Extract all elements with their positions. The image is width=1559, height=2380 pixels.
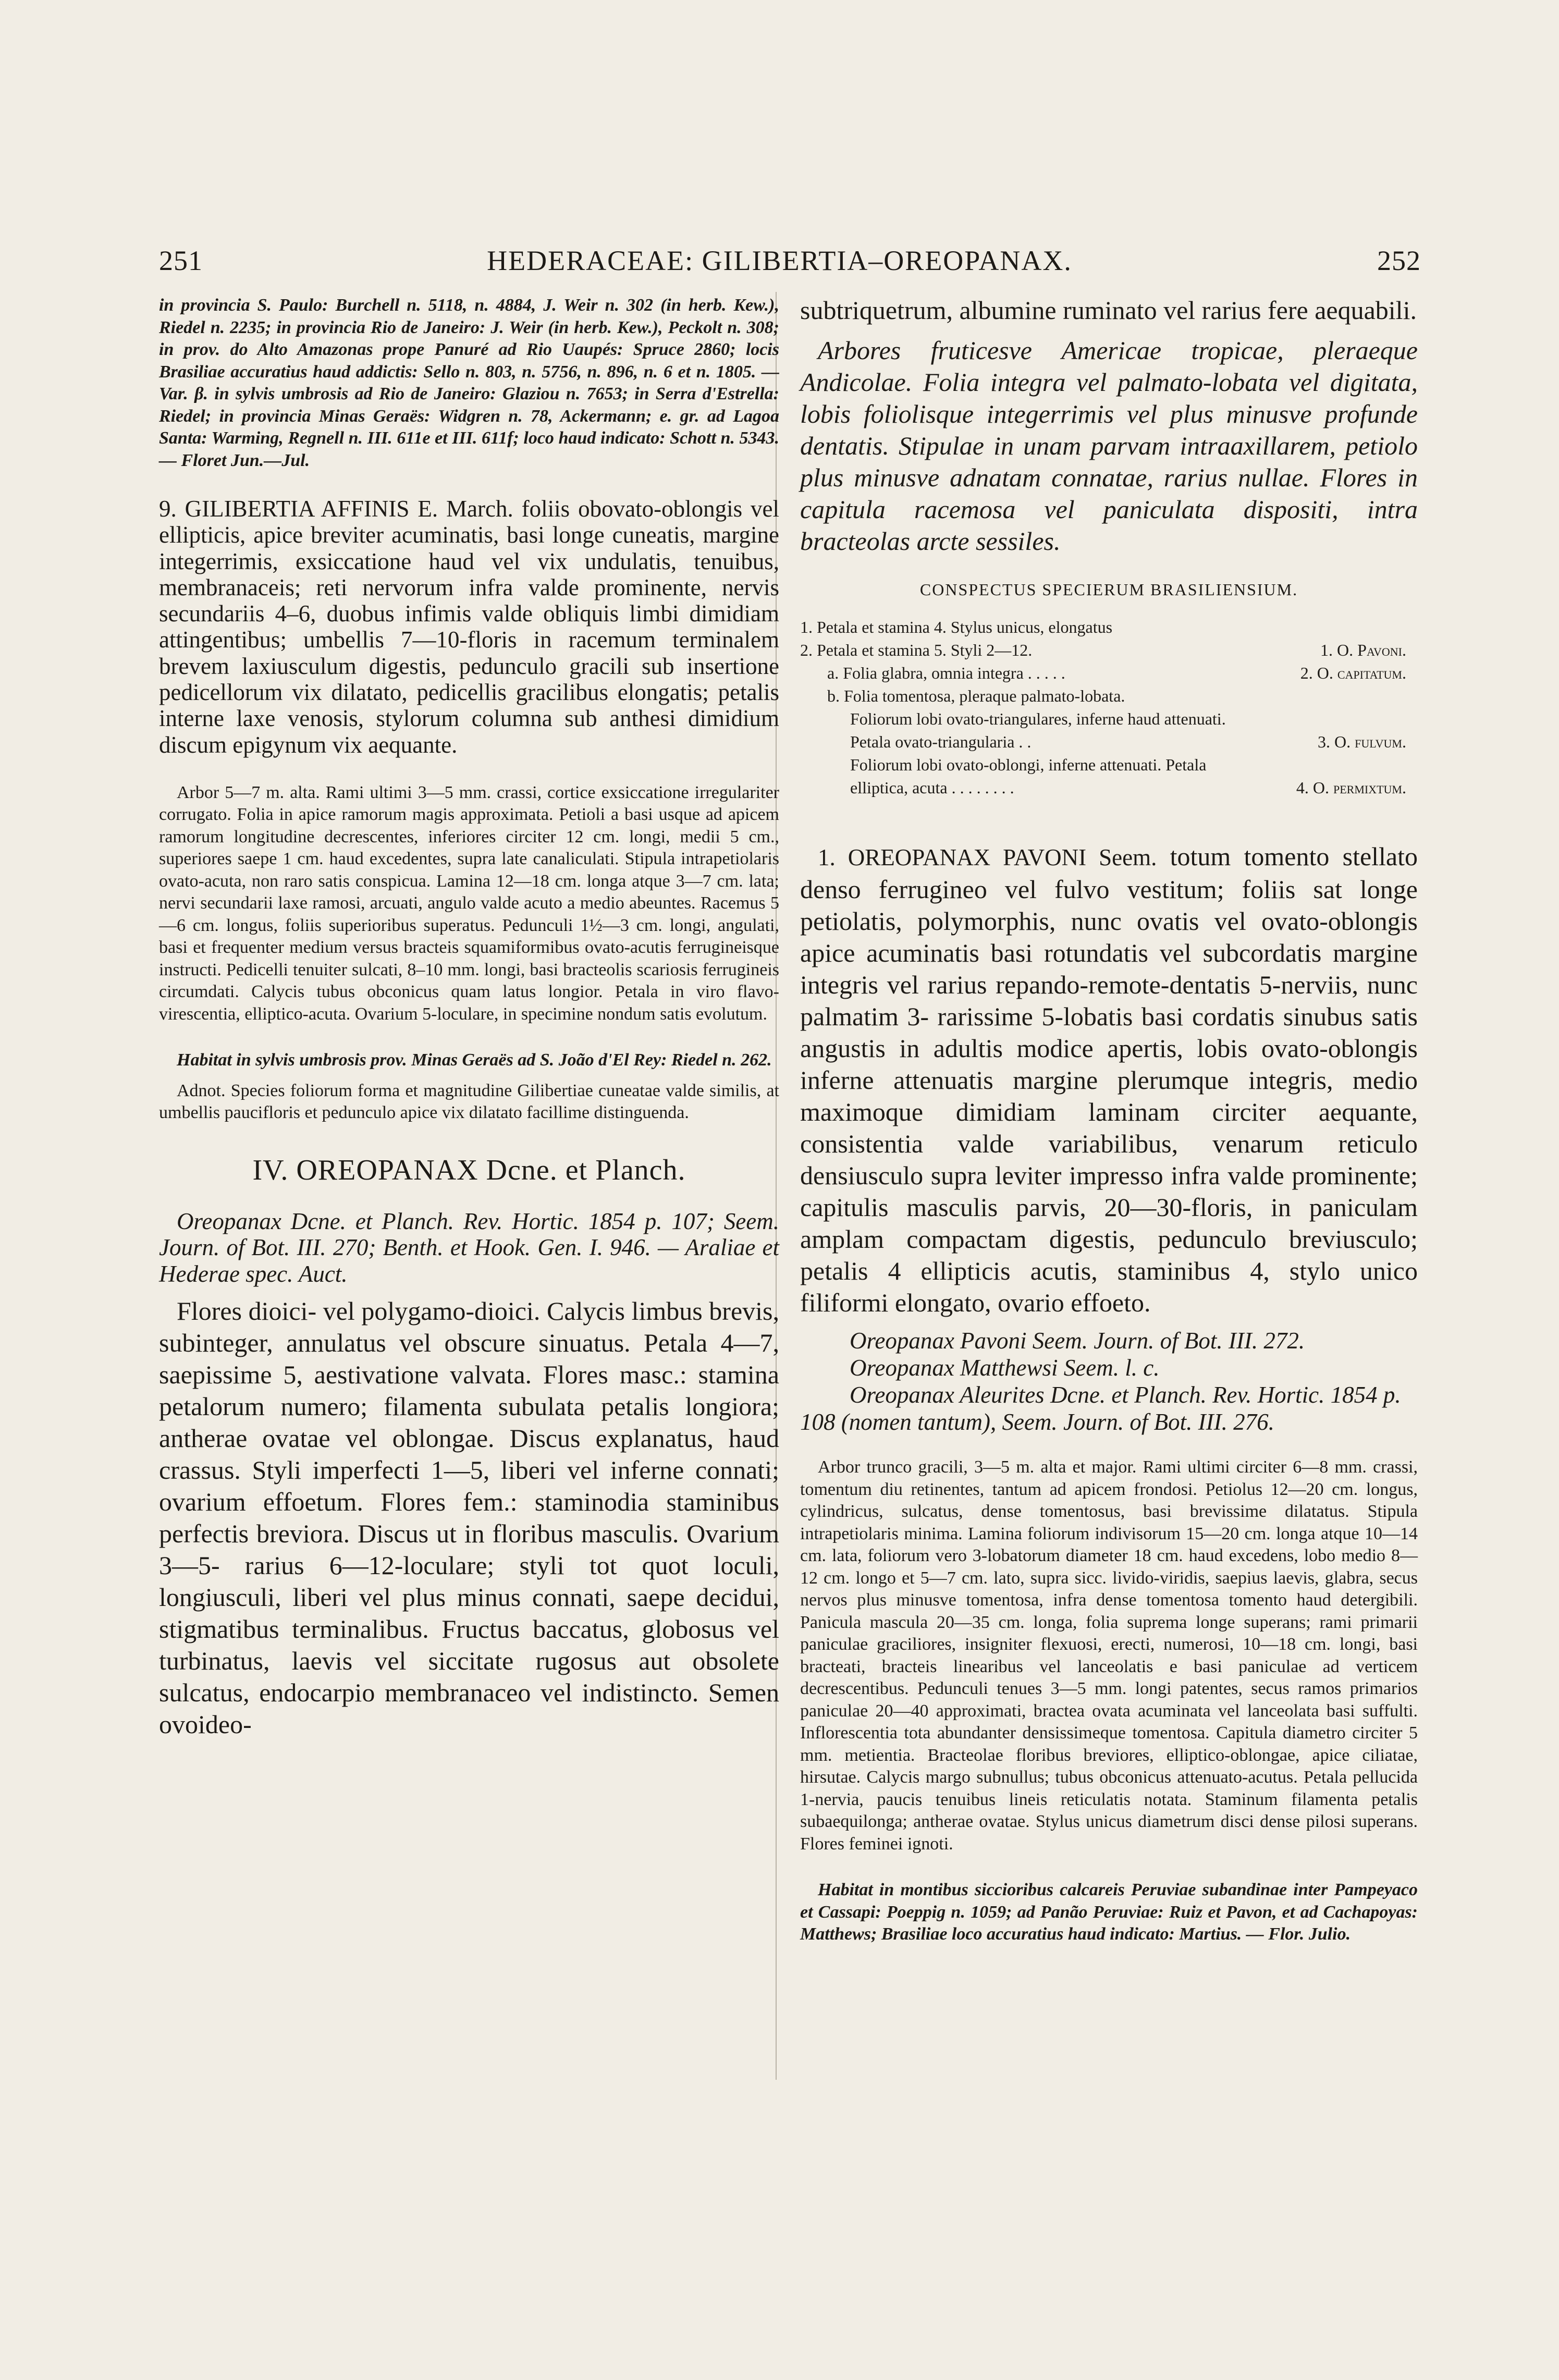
species-diagnosis: totum tomento stellato denso ferrugineo vel fulvo vestitum; foliis sat longe petiolatis, polymorphis, nunc ovatis vel ovato-oblongis apice acuminatis basi rotundatis vel subcordatis margine integris vel rarius repando-remote-dentatis 5-nerviis, nunc palmatim 3- rarissime 5-lobatis basi cordatis sinubus satis angustis in adultis modice apertis, lobis ovato-oblongis inferne attenuatis margine plerumque integris, medio maximoque dimidiam laminam circiter aequante, consistentia valde variabilibus, venarum reticulo densiusculo supra leviter impresso infra valde prominente; capitulis masculis parvis, 20—30-floris, in paniculam amplam compactam digestis, pedunculo breviusculo; petalis 4 ellipticis acutis, staminibus 4, stylo unico filiformi elongato, ovario effoeto.	[800, 842, 1418, 1317]
species-key	[800, 616, 1418, 799]
genus-heading: IV. OREOPANAX Dcne. et Planch.	[252, 1154, 686, 1186]
key-text: b. Folia tomentosa, pleraque palmato-lobata.	[827, 686, 1125, 705]
genus-synonymy: Oreopanax Dcne. et Planch. Rev. Hortic. 1854 p. 107; Seem. Journ. of Bot. III. 270; Benth. et Hook. Gen. I. 946. — Araliae et Hederae spec. Auct.	[159, 1208, 779, 1287]
species-heading: 9. GILIBERTIA AFFINIS E. March.	[159, 496, 513, 522]
key-text: Foliorum lobi ovato-triangulares, inferne haud attenuati. Petala ovato-triangularia . .	[850, 709, 1226, 751]
citations-prev: in provincia S. Paulo: Burchell n. 5118, n. 4884, J. Weir n. 302 (in herb. Kew.), Riedel n. 2235; in provincia Rio de Janeiro: J. Weir (in herb. Kew.), Peckolt n. 308; in prov. do Alto Amazonas prope Panuré ad Rio Uaupés: Spruce 2860; locis Brasiliae accuratius haud addictis: Sello n. 803, n. 5756, n. 896, n. 6 et n. 1805. — Var. β. in sylvis umbrosis ad Rio de Janeiro: Glaziou n. 7653; in Serra d'Estrella: Riedel; in provincia Minas Geraës: Widgren n. 78, Ackermann; e. gr. ad Lagoa Santa: Warming, Regnell n. III. 611e et III. 611f; loco haud indicato: Schott n. 5343. — Floret Jun.—Jul.	[159, 296, 779, 470]
synonym: Oreopanax Matthewsi Seem. l. c.	[850, 1355, 1160, 1381]
key-code: 3. O. fulvum.	[1318, 732, 1406, 751]
species-diagnosis: foliis obovato-oblongis vel ellipticis, apice breviter acuminatis, basi longe cuneatis, margine integerrimis, exsiccatione haud vel vix undulatis, tenuibus, membranaceis; reti nervorum infra valde prominente, nervis secundariis 4–6, duobus infimis valde obliquis limbi dimidiam attingentibus; umbellis 7—10-floris in racemum terminalem brevem laxiusculum digestis, pedunculo gracili sub insertione pedicellorum vix dilatato, pedicellis gracilibus elongatis; petalis interne laxe venosis, stylorum columna sub anthesi dimidium discum epigynum vix aequante.	[159, 496, 779, 758]
key-row	[800, 707, 1418, 753]
right-column	[800, 295, 1418, 1954]
key-text: 2. Petala et stamina 5. Styli 2—12.	[800, 641, 1033, 659]
running-head: HEDERACEAE: GILIBERTIA–OREOPANAX.	[487, 245, 1072, 276]
key-row	[800, 661, 1418, 684]
conspectus-title: CONSPECTUS SPECIERUM BRASILIENSIUM.	[919, 580, 1298, 599]
species-heading: 1. OREOPANAX PAVONI Seem.	[818, 844, 1157, 870]
gilibertia-affinis-block	[159, 496, 779, 758]
species-description: Arbor 5—7 m. alta. Rami ultimi 3—5 mm. crassi, cortice exsiccatione irregulariter corrugato. Folia in apice ramorum magis approximata. Petioli a basi usque ad apicem ramorum longitudine decrescentes, inferiores circiter 12 cm. longi, medii 5 cm., superiores saepe 1 cm. haud excedentes, supra late canaliculati. Stipula intrapetiolaris ovato-acuta, non raro satis conspicua. Lamina 12—18 cm. longa atque 3—7 cm. lata; nervi secundarii laxe ramosi, arcuati, angulo valde acuto a medio abeuntes. Racemus 5—6 cm. longus, foliis superioribus superatus. Pedunculi 1½—3 cm. longi, angulati, basi et frequenter medium versus bracteis squamiformibus ovato-acutis ferrugineisque instructi. Pedicelli tenuiter sulcati, 8–10 mm. longi, basi bracteolis scariosis ferrugineis circumdati. Calycis tubus obconicus quam latus longior. Petala in viro flavo-virescentia, elliptico-acuta. Ovarium 5-loculare, in specimine nondum satis evolutum.	[159, 782, 779, 1024]
key-code: 1. O. Pavoni.	[1320, 641, 1406, 659]
key-row	[800, 639, 1418, 661]
species-note: Adnot. Species foliorum forma et magnitudine Gilibertiae cuneatae valde similis, at umbellis paucifloris et pedunculo apice vix dilatato facillime distinguenda.	[159, 1081, 779, 1123]
left-column	[159, 295, 779, 1749]
genus-diagnosis: Flores dioici- vel polygamo-dioici. Calycis limbus brevis, subinteger, annulatus vel obscure sinuatus. Petala 4—7, saepissime 5, aestivatione valvata. Flores masc.: stamina petalorum numero; filamenta subulata petalis longiora; antherae ovatae vel oblongae. Discus explanatus, haud crassus. Styli imperfecti 1—5, liberi vel inferne connati; ovarium effoetum. Flores fem.: staminodia staminibus perfectis breviora. Discus ut in floribus masculis. Ovarium 3—5- rarius 6—12-loculare; styli tot quot loculi, longiusculi, liberi vel plus minus connati, saepe decidui, stigmatibus terminalibus. Fructus baccatus, globosus vel turbinatus, laevis vel siccitate rugosus aut obsolete sulcatus, endocarpio membranaceo vel indistincto. Semen ovoideo-	[159, 1296, 779, 1739]
synonym: Oreopanax Pavoni Seem. Journ. of Bot. III. 272.	[850, 1328, 1305, 1354]
key-row	[800, 616, 1418, 639]
genus-diagnosis-cont: subtriquetrum, albumine ruminato vel rarius fere aequabili.	[800, 296, 1417, 325]
page-number-left: 251	[159, 245, 203, 276]
key-code: 4. O. permixtum.	[1296, 778, 1406, 797]
key-text: 1. Petala et stamina 4. Stylus unicus, elongatus	[800, 618, 1113, 636]
species-description: Arbor trunco gracili, 3—5 m. alta et major. Rami ultimi circiter 6—8 mm. crassi, tomentum diu retinentes, tantum ad apicem frondosi. Petiolus 12—20 cm. longus, cylindricus, sulcatus, dense tomentosus, basi brevissime dilatatus. Stipula intrapetiolaris minima. Lamina foliorum indivisorum 15—20 cm. longa atque 10—14 cm. lata, foliorum vero 3-lobatorum diameter 18 cm. haud excedens, lobo medio 8—12 cm. longo et 5—7 cm. lato, supra sicc. livido-viridis, saepius laevis, glabra, secus nervos plus minusve tomentosa, infra dense tomentosa tomento haud detergibili. Panicula mascula 20—35 cm. longa, folia suprema longe superans; rami primarii paniculae graciliores, insigniter flexuosi, erecti, numerosi, 10—18 cm. longi, basi bracteati, bracteis linearibus vel lanceolatis e basi paniculae ad verticem decrescentibus. Pedunculi tenues 3—5 mm. longi patentes, secus ramos primarios paniculae 20—40 approximati, bractea ovata acuminata vel lanceolata basi suffulti. Inflorescentia tota abundanter densissimeque tomentosa. Capitula diametro circiter 5 mm. metientia. Bracteolae floribus breviores, elliptico-oblongae, apice ciliatae, hirsutae. Calycis margo subnullus; tubus obconicus attenuato-acutus. Petala pellucida 1-nervia, paucis tenuibus lineis reticulatis notata. Staminum filamenta petalis subaequilonga; antherae ovatae. Stylus unicus diametrum disci dense pilosi superans. Flores feminei ignoti.	[800, 1457, 1418, 1854]
species-habitat: Habitat in montibus siccioribus calcareis Peruviae subandinae inter Pampeyaco et Cassapi: Poeppig n. 1059; ad Panão Peruviae: Ruiz et Pavon, et ad Cachapoyas: Matthews; Brasiliae loco accuratius haud indicato: Martius. — Flor. Julio.	[800, 1880, 1418, 1944]
key-row	[800, 684, 1418, 707]
key-text: Foliorum lobi ovato-oblongi, inferne attenuati. Petala elliptica, acuta . . . . . . . .	[850, 755, 1207, 797]
species-habitat: Habitat in sylvis umbrosis prov. Minas Geraës ad S. João d'El Rey: Riedel n. 262.	[177, 1050, 772, 1070]
page-number-right: 252	[1377, 245, 1421, 276]
key-text: a. Folia glabra, omnia integra . . . . .	[827, 664, 1065, 682]
synonym-list	[800, 1327, 1418, 1436]
genus-habit: Arbores fruticesve Americae tropicae, pleraeque Andicolae. Folia integra vel palmato-lobata vel digitata, lobis foliolisque integerrimis vel plus minusve profunde dentatis. Stipulae in unam parvam intraaxillarem, petiolo plus minusve adnatam connatae, rarius nullae. Flores in capitula racemosa vel paniculata dispositi, intra bracteolas arcte sessiles.	[800, 336, 1418, 556]
key-code: 2. O. capitatum.	[1300, 664, 1406, 682]
oreopanax-pavoni-block	[800, 841, 1418, 1319]
key-row	[800, 753, 1418, 799]
synonym: Oreopanax Aleurites Dcne. et Planch. Rev. Hortic. 1854 p. 108 (nomen tantum), Seem. Journ. of Bot. III. 276.	[800, 1382, 1401, 1435]
